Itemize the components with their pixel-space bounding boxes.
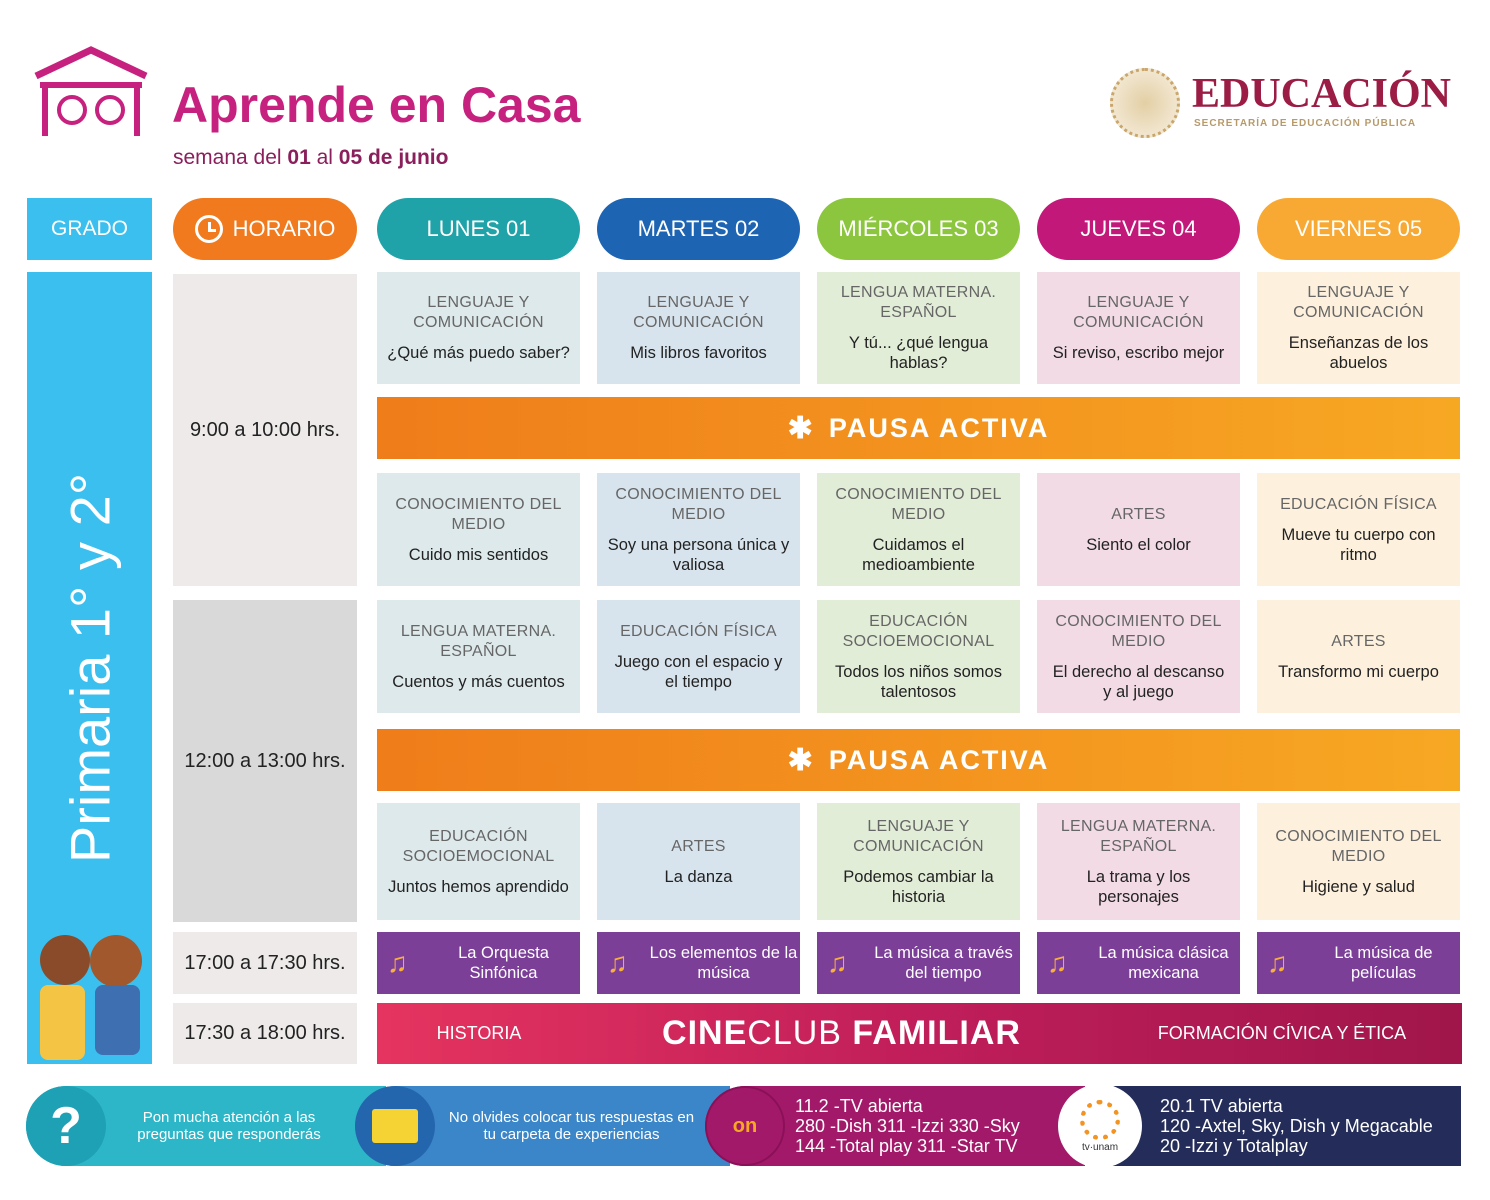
subject-label: ARTES <box>671 837 726 855</box>
subject-label: CONOCIMIENTO DEL MEDIO <box>1275 827 1442 865</box>
music-card <box>817 932 1020 994</box>
subject-label: CONOCIMIENTO DEL MEDIO <box>395 495 562 533</box>
topic-label: La danza <box>664 867 733 886</box>
music-note-icon: ♫ <box>1267 947 1288 978</box>
topic-label: Cuido mis sentidos <box>408 545 549 564</box>
music-note-icon: ♫ <box>607 947 628 978</box>
topic-label: Mueve tu cuerpo con ritmo <box>1281 525 1436 564</box>
pausa-label: PAUSA ACTIVA <box>828 412 1050 443</box>
subject-label: ARTES <box>1111 505 1166 523</box>
pausa-activa-banner <box>377 397 1460 459</box>
clock-icon <box>195 215 223 243</box>
subject-label: LENGUAJE Y COMUNICACIÓN <box>633 294 764 331</box>
tip-questions <box>26 1086 386 1166</box>
topic-label: ¿Qué más puedo saber? <box>387 344 570 362</box>
topic-label: Cuentos y más cuentos <box>392 672 565 691</box>
class-card <box>1257 600 1460 713</box>
music-topic: La música clásica mexicana <box>1098 944 1229 982</box>
subject-label: LENGUAJE Y COMUNICACIÓN <box>853 817 984 855</box>
subject-label: LENGUA MATERNA. ESPAÑOL <box>1060 817 1217 855</box>
class-card <box>597 272 800 384</box>
pausa-activa-banner <box>377 729 1460 791</box>
subject-label: EDUCACIÓN SOCIOEMOCIONAL <box>842 612 995 650</box>
stretching-person-icon: ✱ <box>787 411 815 445</box>
class-card <box>1037 803 1240 920</box>
class-card <box>1257 272 1460 384</box>
subject-label: LENGUA MATERNA. ESPAÑOL <box>840 284 997 321</box>
tvunam-channels: tv·unam 20.1 TV abierta 120 -Axtel, Sky, Dish y Megacable 20 -Izzi y Totalplay <box>1058 1086 1461 1166</box>
music-card <box>377 932 580 994</box>
class-card <box>597 600 800 713</box>
topic-label: Todos los niños somos talentosos <box>835 662 1002 701</box>
class-card <box>377 272 580 384</box>
class-card <box>377 473 580 586</box>
historia-label: HISTORIA <box>436 1023 522 1043</box>
class-card <box>377 803 580 920</box>
pausa-label: PAUSA ACTIVA <box>828 744 1050 775</box>
day-header: LUNES 01 <box>377 198 580 260</box>
tip-questions-text: Pon mucha atención a las preguntas que responderás <box>137 1109 321 1143</box>
music-topic: Los elementos de la música <box>649 944 798 982</box>
sep-brand: EDUCACIÓN <box>1192 71 1452 117</box>
class-card <box>1037 600 1240 713</box>
class-card <box>1257 473 1460 586</box>
music-card <box>1037 932 1240 994</box>
topic-label: Juntos hemos aprendido <box>388 877 569 896</box>
class-card <box>377 600 580 713</box>
subject-label: LENGUA MATERNA. ESPAÑOL <box>400 622 557 660</box>
day-header: VIERNES 05 <box>1257 198 1460 260</box>
tv-unam-logo: tv·unam <box>1058 1084 1142 1168</box>
music-topic: La música de películas <box>1334 944 1433 982</box>
time-slot: 9:00 a 10:00 hrs. <box>173 274 357 586</box>
page-title: Aprende en Casa <box>172 77 581 133</box>
topic-label: Juego con el espacio y el tiempo <box>614 652 783 691</box>
music-note-icon: ♫ <box>827 947 848 978</box>
topic-label: La trama y los personajes <box>1086 867 1191 906</box>
stretching-person-icon: ✱ <box>787 743 815 777</box>
topic-label: Si reviso, escribo mejor <box>1052 344 1225 362</box>
sep-brand-subtitle: SECRETARÍA DE EDUCACIÓN PÚBLICA <box>1194 118 1417 129</box>
time-slot: 17:00 a 17:30 hrs. <box>173 932 357 994</box>
subject-label: CONOCIMIENTO DEL MEDIO <box>835 485 1002 523</box>
subject-label: LENGUAJE Y COMUNICACIÓN <box>413 294 544 331</box>
topic-label: Higiene y salud <box>1302 877 1415 896</box>
class-card <box>817 272 1020 384</box>
once-ninos-logo: on <box>705 1086 785 1166</box>
topic-label: Podemos cambiar la historia <box>843 867 994 906</box>
grado-header: GRADO <box>27 198 152 260</box>
time-slot: 12:00 a 13:00 hrs. <box>173 600 357 922</box>
folder-icon <box>355 1086 435 1166</box>
subject-label: EDUCACIÓN FÍSICA <box>620 622 777 640</box>
topic-label: Transformo mi cuerpo <box>1278 662 1439 681</box>
topic-label: Cuidamos el medioambiente <box>862 535 975 574</box>
class-card <box>597 803 800 920</box>
tip-folder <box>355 1086 730 1166</box>
subject-label: LENGUAJE Y COMUNICACIÓN <box>1073 294 1204 331</box>
class-card <box>1037 272 1240 384</box>
topic-label: Enseñanzas de los abuelos <box>1288 334 1429 372</box>
subject-label: ARTES <box>1331 632 1386 650</box>
time-slot: 17:30 a 18:00 hrs. <box>173 1003 357 1064</box>
music-card <box>597 932 800 994</box>
week-range: semana del 01 al 05 de junio <box>173 146 449 169</box>
music-card <box>1257 932 1460 994</box>
subject-label: EDUCACIÓN SOCIOEMOCIONAL <box>402 827 555 865</box>
grade-bar: Primaria 1° y 2° <box>27 272 152 1064</box>
subject-label: EDUCACIÓN FÍSICA <box>1280 495 1437 513</box>
music-topic: La Orquesta Sinfónica <box>458 944 549 982</box>
once-channels: on 11.2 -TV abierta 280 -Dish 311 -Izzi 330 -Sky 144 -Total play 311 -Star TV <box>705 1086 1085 1166</box>
class-card <box>1037 473 1240 586</box>
kids-illustration <box>10 915 150 1065</box>
music-note-icon: ♫ <box>1047 947 1068 978</box>
day-header: MARTES 02 <box>597 198 800 260</box>
subject-label: CONOCIMIENTO DEL MEDIO <box>615 485 782 523</box>
tip-folder-text: No olvides colocar tus respuestas en tu carpeta de experiencias <box>448 1109 695 1143</box>
subject-label: CONOCIMIENTO DEL MEDIO <box>1055 612 1222 650</box>
music-note-icon: ♫ <box>387 947 408 978</box>
day-header: MIÉRCOLES 03 <box>817 198 1020 260</box>
subject-label: LENGUAJE Y COMUNICACIÓN <box>1293 284 1424 321</box>
civica-label: FORMACIÓN CÍVICA Y ÉTICA <box>1157 1023 1407 1043</box>
day-header: JUEVES 04 <box>1037 198 1240 260</box>
topic-label: Soy una persona única y valiosa <box>607 535 790 574</box>
class-card <box>817 600 1020 713</box>
topic-label: El derecho al descanso y al juego <box>1052 662 1225 701</box>
class-card <box>597 473 800 586</box>
horario-header: HORARIO <box>173 198 357 260</box>
topic-label: Mis libros favoritos <box>630 344 767 362</box>
question-icon: ? <box>26 1086 106 1166</box>
class-card <box>817 803 1020 920</box>
music-topic: La música a través del tiempo <box>874 944 1013 982</box>
topic-label: Siento el color <box>1086 535 1191 554</box>
aprende-en-casa-logo <box>32 46 150 138</box>
cineclub-row <box>377 1003 1462 1064</box>
cineclub-familiar-logo: CINECLUB FAMILIAR <box>662 1014 1021 1052</box>
class-card <box>1257 803 1460 920</box>
class-card <box>817 473 1020 586</box>
topic-label: Y tú... ¿qué lengua hablas? <box>848 334 989 372</box>
coat-of-arms-seal <box>1110 68 1180 138</box>
